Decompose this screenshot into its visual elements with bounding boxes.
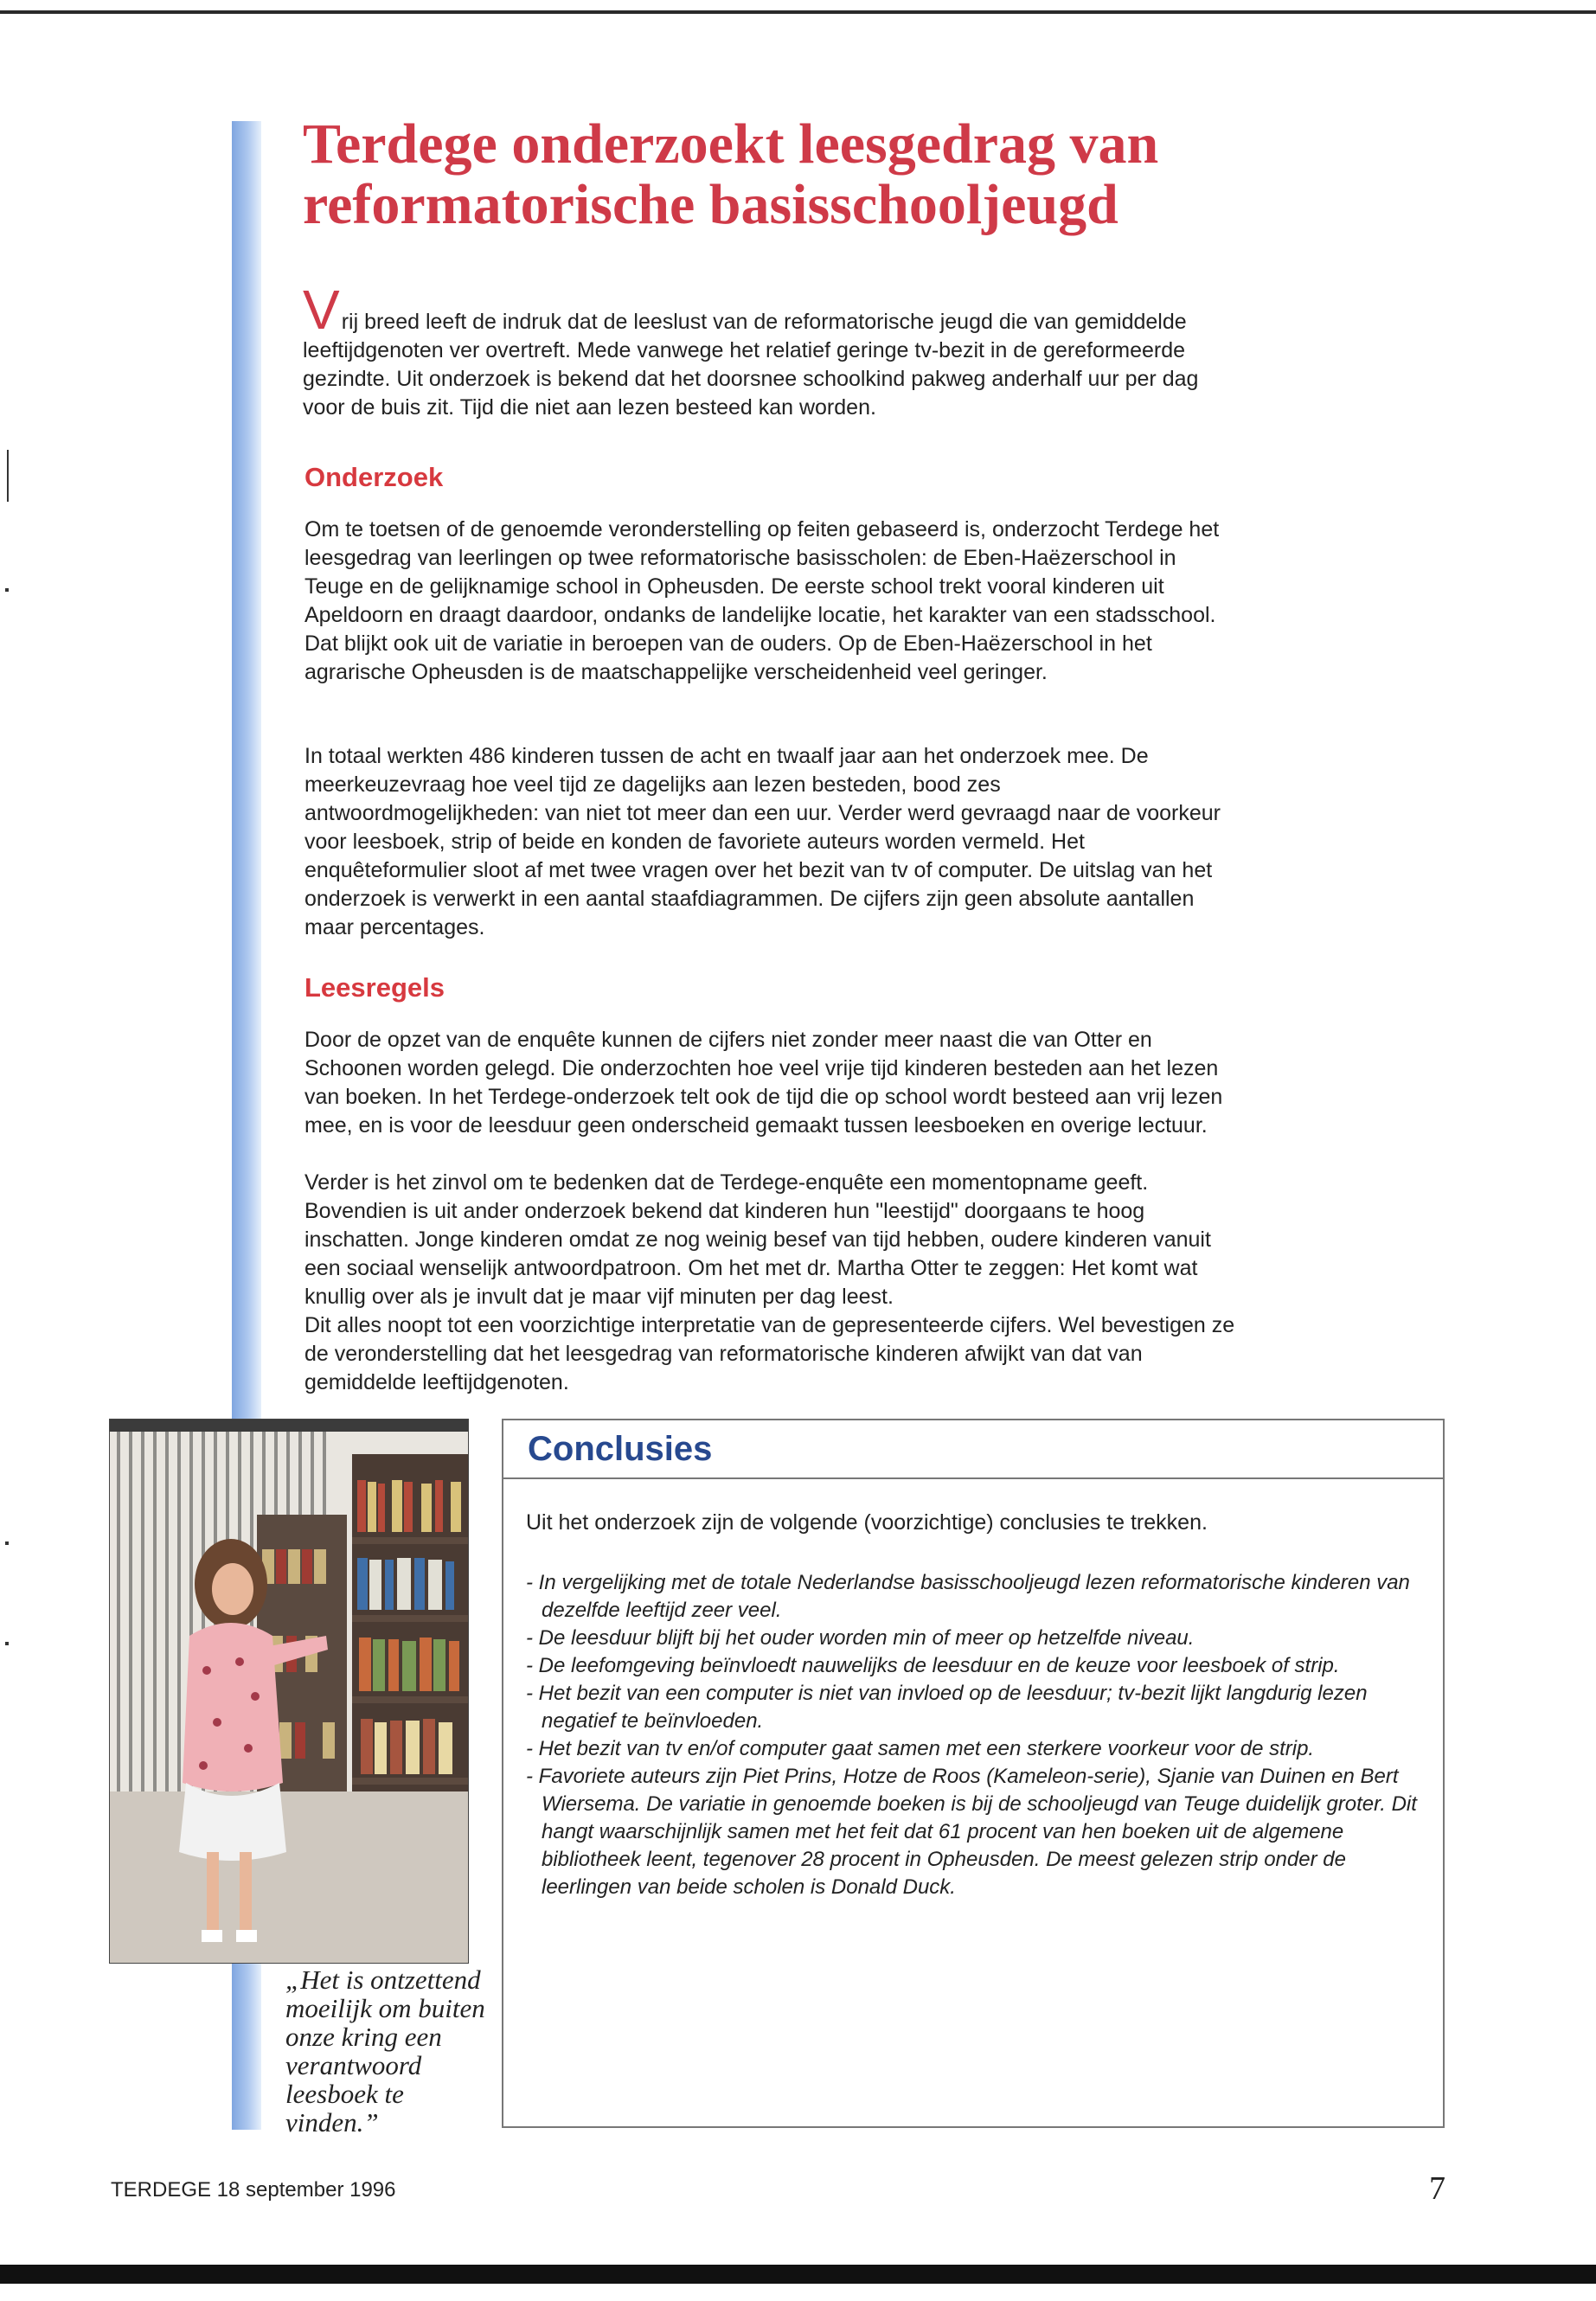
margin-mark	[7, 450, 9, 502]
paragraph: In totaal werkten 486 kinderen tussen de acht en twaalf jaar aan het onderzoek mee. De meerkeuzevraag hoe veel tijd ze dagelijks aan lezen besteden, bood zes antwoordmogelijkheden: van niet tot meer dan een uur. Verder werd gevraagd naar de voorkeur voor leesboek, strip of beide en konden de favoriete auteurs worden vermeld. Het enquêteformulier sloot af met twee vragen over het bezit van tv of computer. De uitslag van het onderzoek is verwerkt in een aantal staafdiagrammen. De cijfers zijn geen absolute aantallen maar percentages.	[304, 744, 1221, 939]
conclusions-heading: Conclusies	[503, 1420, 1443, 1479]
margin-mark	[5, 588, 9, 592]
paragraph: Om te toetsen of de genoemde veronderstelling op feiten gebaseerd is, onderzocht Terdege het leesgedrag van leerlingen op twee reformatorische basisscholen: de Eben-Haëzerschool in Teuge en de gelijknamige school in Opheusden. De eerste school trekt vooral kinderen uit Apeldoorn en draagt daardoor, ondanks de landelijke locatie, het karakter van een stadsschool. Dat blijkt ook uit de variatie in beroepen van de ouders. Op de Eben-Haëzerschool in het agrarische Opheusden is de maatschappelijke verscheidenheid veel geringer.	[304, 517, 1220, 684]
paragraph: Dit alles noopt tot een voorzichtige interpretatie van de gepresenteerde cijfers. Wel bevestigen ze de veronderstelling dat het leesgedrag van reformatorische kinderen afwijkt van dat van gemiddelde leeftijdgenoten.	[304, 1313, 1235, 1394]
conclusion-item: - Favoriete auteurs zijn Piet Prins, Hotze de Roos (Kameleon-serie), Sjanie van Duinen en Bert Wiersema. De variatie in genoemde boeken is bij de schooljeugd van Teuge duidelijk groter. Dit hangt waarschijnlijk samen met het feit dat 61 procent van hen boeken uit de algemene bibliotheek leent, tegenover 28 procent in Opheusden. De meest gelezen strip onder de leerlingen van beide scholen is Donald Duck.	[526, 1765, 1417, 1899]
conclusion-item: - De leefomgeving beïnvloedt nauwelijks de leesduur en de keuze voor leesboek of strip.	[526, 1654, 1340, 1677]
drop-cap: V	[303, 279, 340, 341]
library-photo	[109, 1419, 469, 1964]
conclusion-item: - De leesduur blijft bij het ouder worden min of meer op hetzelfde niveau.	[526, 1626, 1195, 1650]
article-title: Terdege onderzoekt leesgedrag van reformatorische basisschooljeugd	[303, 112, 1159, 236]
intro-text: rij breed leeft de indruk dat de leeslust van de reformatorische jeugd die van gemiddelde leeftijdgenoten ver overtreft. Mede vanwege het relatief geringe tv-bezit in de gereformeerde gezindte. Uit onderzoek is bekend dat het doorsnee schoolkind pakweg anderhalf uur per dag voor de buis zit. Tijd die niet aan lezen besteed kan worden.	[303, 310, 1199, 420]
section-heading-leesregels: Leesregels	[304, 972, 445, 1003]
section-heading-onderzoek: Onderzoek	[304, 462, 444, 492]
photo-illustration	[110, 1420, 468, 1963]
bottom-rule	[0, 2265, 1596, 2284]
paragraph: Verder is het zinvol om te bedenken dat de Terdege-enquête een momentopname geeft. Bovendien is uit ander onderzoek bekend dat kinderen hun "leestijd" doorgaans te hoog inschatten. Jonge kinderen omdat ze nog weinig besef van tijd hebben, oudere kinderen vanuit een sociaal wenselijk antwoordpatroon. Om het met dr. Martha Otter te zeggen: Het komt wat knullig over als je invult dat je maar vijf minuten per dag leest.	[304, 1170, 1211, 1309]
conclusions-intro: Uit het onderzoek zijn de volgende (voorzichtige) conclusies te trekken.	[526, 1510, 1208, 1535]
page-number: 7	[1429, 2170, 1445, 2207]
conclusions-box	[502, 1419, 1445, 2128]
footer-publication: TERDEGE 18 september 1996	[111, 2178, 396, 2202]
margin-mark	[5, 1541, 9, 1545]
conclusion-item: - Het bezit van tv en/of computer gaat samen met een sterkere voorkeur voor de strip.	[526, 1737, 1315, 1760]
conclusions-list	[526, 1569, 1417, 1901]
conclusion-item: - Het bezit van een computer is niet van invloed op de leesduur; tv-bezit lijkt langdurig lezen negatief te beïnvloeden.	[526, 1682, 1368, 1733]
paragraph: Door de opzet van de enquête kunnen de cijfers niet zonder meer naast die van Otter en Schoonen worden gelegd. Die onderzochten hoe veel vrije tijd kinderen besteden aan het lezen van boeken. In het Terdege-onderzoek telt ook de tijd die op school wordt besteed aan vrij lezen mee, en is voor de leesduur geen onderscheid gemaakt tussen leesboeken en overige lectuur.	[304, 1028, 1223, 1138]
photo-caption: „Het is ontzettend moeilijk om buiten onze kring een verantwoord leesboek te vinden.”	[285, 1965, 485, 2138]
top-rule	[0, 10, 1596, 14]
article-intro	[303, 279, 1237, 422]
conclusion-item: - In vergelijking met de totale Nederlandse basisschooljeugd lezen reformatorische kinderen van dezelfde leeftijd zeer veel.	[526, 1571, 1410, 1622]
margin-mark	[5, 1642, 9, 1645]
